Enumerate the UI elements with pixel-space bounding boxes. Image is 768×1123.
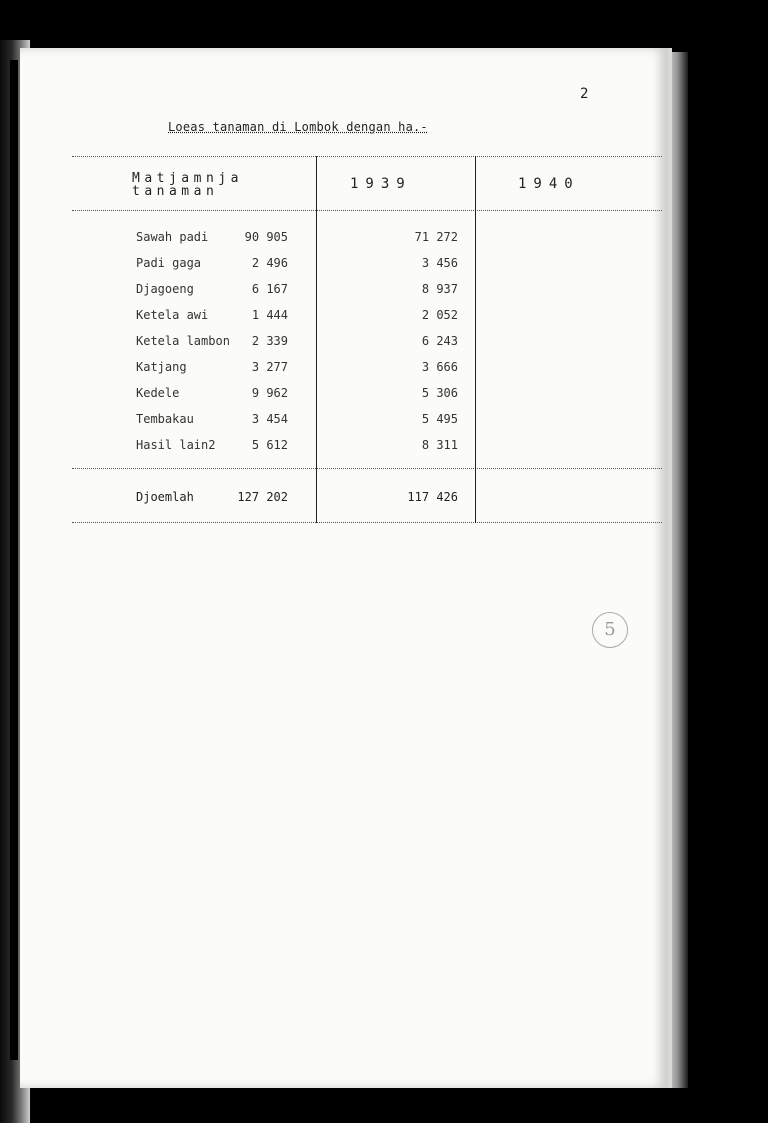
row-name: Sawah padi bbox=[136, 230, 209, 244]
row-name: Katjang bbox=[136, 360, 187, 374]
column-header-line2: tanaman bbox=[132, 184, 219, 199]
row-value-1939: 3 277 bbox=[251, 360, 288, 374]
row-value-1939: 5 612 bbox=[251, 438, 288, 452]
row-name: Padi gaga bbox=[136, 256, 202, 270]
row-value-1940: 2 052 bbox=[421, 308, 458, 322]
row-value-1939: 1 444 bbox=[251, 308, 288, 322]
page-number: 2 bbox=[580, 86, 589, 102]
row-name: Kedele bbox=[136, 386, 180, 400]
column-header-line1: Matjamnja bbox=[132, 171, 243, 186]
total-label: Djoemlah bbox=[136, 490, 194, 504]
row-name: Tembakau bbox=[136, 412, 194, 426]
row-value-1940: 3 456 bbox=[421, 256, 458, 270]
row-value-1940: 5 306 bbox=[421, 386, 458, 400]
row-value-1940: 6 243 bbox=[421, 334, 458, 348]
table-total-rule bbox=[72, 468, 662, 469]
column-header-1940: 1940 bbox=[518, 176, 580, 192]
row-name: Ketela awi bbox=[136, 308, 209, 322]
row-value-1940: 3 666 bbox=[421, 360, 458, 374]
row-name: Hasil lain2 bbox=[136, 438, 216, 452]
row-name: Djagoeng bbox=[136, 282, 194, 296]
binding-stripe bbox=[10, 60, 18, 1060]
column-header-1939: 1939 bbox=[350, 176, 412, 192]
table-top-rule bbox=[72, 156, 662, 157]
row-value-1939: 3 454 bbox=[251, 412, 288, 426]
row-value-1939: 9 962 bbox=[251, 386, 288, 400]
page-title: Loeas tanaman di Lombok dengan ha.- bbox=[168, 120, 428, 134]
row-value-1940: 8 937 bbox=[421, 282, 458, 296]
row-value-1939: 2 496 bbox=[251, 256, 288, 270]
row-value-1940: 71 272 bbox=[414, 230, 458, 244]
total-value-1940: 117 426 bbox=[407, 490, 458, 504]
column-header-crop-type bbox=[132, 172, 243, 198]
table-header-rule bbox=[72, 210, 662, 211]
column-divider-2 bbox=[475, 156, 476, 523]
row-value-1939: 6 167 bbox=[251, 282, 288, 296]
row-value-1939: 2 339 bbox=[251, 334, 288, 348]
document-page bbox=[20, 48, 672, 1088]
row-value-1940: 5 495 bbox=[421, 412, 458, 426]
total-value-1939: 127 202 bbox=[237, 490, 288, 504]
circle-stamp: 5 bbox=[592, 612, 628, 648]
column-divider-1 bbox=[316, 156, 317, 523]
row-value-1939: 90 905 bbox=[244, 230, 288, 244]
row-name: Ketela lambon bbox=[136, 334, 230, 348]
table-bottom-rule bbox=[72, 522, 662, 523]
row-value-1940: 8 311 bbox=[421, 438, 458, 452]
